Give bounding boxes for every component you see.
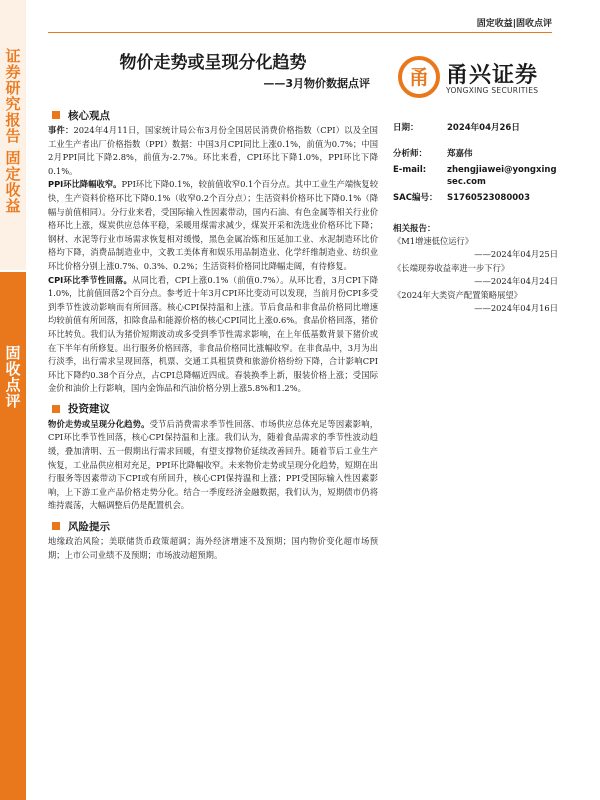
date-row: [393, 122, 558, 134]
sidebar-label-fixed-income: 固定收益: [5, 149, 21, 215]
header-category: 固定收益|固收点评: [476, 19, 552, 29]
logo-mark-char: 甬: [409, 65, 429, 89]
text-risk: 地缘政治风险；美联储货币政策超调；海外经济增速不及预期；国内物价变化超市场预期；上市公司业绩不及预期；市场波动超预期。: [48, 536, 378, 560]
report-subtitle: ——3月物价数据点评: [263, 77, 370, 90]
section-heading-risk: 风险提示: [48, 517, 378, 535]
info-panel: [393, 122, 558, 315]
date-value: 2024年04月26日: [447, 123, 520, 133]
sac-row: [393, 192, 558, 204]
square-bullet-icon: [52, 111, 60, 119]
square-bullet-icon: [52, 522, 60, 530]
sidebar-label-fi-commentary: 固收点评: [5, 344, 21, 410]
related-report-date: ——2024年04月25日: [474, 249, 558, 259]
date-label: 日期：: [393, 123, 419, 133]
paragraph-cpi: [48, 274, 378, 396]
related-report-title[interactable]: 《长端现券收益率进一步下行》: [393, 263, 510, 273]
label-cpi: CPI环比季节性回落。: [48, 274, 133, 285]
related-reports-heading: 相关报告：: [393, 224, 436, 234]
square-bullet-icon: [52, 405, 60, 413]
email-row: [393, 164, 558, 188]
related-report-title[interactable]: 《2024年大类资产配置策略展望》: [393, 290, 522, 300]
main-content: [48, 106, 378, 562]
analyst-row: [393, 148, 558, 160]
related-report-date: ——2024年04月16日: [474, 303, 558, 313]
paragraph-risk: [48, 535, 378, 562]
paragraph-advice: [48, 418, 378, 513]
text-advice: 受节后消费需求季节性回落、市场供应总体充足等因素影响，CPI环比季节性回落，核心CPI保持温和上涨。我们认为，随着食品需求的季节性波动趋缓，叠加清明、五一假期出行需求回暖，有望支撑物价延续改善回升。随着节后工业生产恢复，工业品供应相对充足，PPI环比降幅收窄。未来物价走势或呈现分化趋势，短期在出行服务等因素带动下CPI或有所回升，核心CPI保持温和上涨；PPI受国际输入性因素影响，上下游工业产品价格走势分化。结合一季度经济金融数据，我们认为，短期债市仍将维持震荡，大幅调整后仍是配置机会。: [48, 418, 378, 511]
section-heading-core: 核心观点: [48, 106, 378, 124]
paragraph-event: [48, 124, 378, 178]
email-label: E-mail:: [393, 165, 427, 175]
text-ppi: PPI环比下降0.1%，较前值收窄0.1个百分点。其中工业生产端恢复较快，生产资料价格环比下降0.1%（收窄0.2个百分点）；生活资料价格环比下降0.1%（降幅与前值相同）。分行业来看，受国际输入性因素带动，国内石油、有色金属等相关行业价格环比上涨，煤炭供应总体平稳，采暖用煤需求减少，煤炭开采和洗选业价格环比下降；钢材、水泥等行业市场需求恢复相对缓慢，黑色金属冶炼和压延加工业、水泥制造环比价格均下降，消费品制造业中，文教工美体育和娱乐用品制造业、化学纤维制造业、纺织业环比价格分别上涨0.7%、0.3%、0.2%；生活资料价格同比降幅走阔，有待修复。: [48, 179, 379, 271]
report-title: 物价走势或呈现分化趋势: [119, 53, 307, 73]
label-event: 事件：: [48, 125, 74, 135]
logo-english-name: YONGXING SECURITIES: [446, 86, 539, 95]
text-cpi: 从同比看，CPI上涨0.1%（前值0.7%）。从环比看，3月CPI下降1.0%，比前值回落2个百分点。参考近十年3月CPI环比变动可以发现，当前月份CPI多受到季节性波动影响而有所回落。核心CPI保持温和上涨。节后食品和非食品价格同比增速均较前值有所回落，扣除食品和能源价格的核心CPI同比上涨0.6%。食品价格回落，猪价环比转负。我们认为猪价短期波动或多受到季节性需求影响，在上年低基数背景下猪价或在下半年有所修复。出行服务价格回落，非食品价格同比涨幅收窄。在非食品中，3月为出行淡季，出行需求呈现回落，机票、交通工具租赁费和旅游价格纷纷下降，合计影响CPI环比下降约0.38个百分点，占CPI总降幅近四成。春装换季上新，服装价格上涨；受国际金价和油价上行影响，国内金饰品和汽油价格分别上涨5.8%和1.2%。: [48, 274, 378, 394]
label-advice: 物价走势或呈现分化趋势。: [48, 418, 150, 429]
logo-mark-icon: [398, 56, 440, 98]
label-ppi: PPI环比降幅收窄。: [48, 179, 122, 190]
analyst-value: 郑嘉伟: [447, 149, 473, 159]
company-logo: [398, 56, 558, 100]
paragraph-ppi: [48, 178, 378, 273]
email-value[interactable]: zhengjiawei@yongxingsec.com: [447, 165, 557, 187]
sac-label: SAC编号：: [393, 193, 438, 203]
section-heading-advice: 投资建议: [48, 400, 378, 418]
related-report-date: ——2024年04月24日: [474, 276, 558, 286]
sidebar-label-research-report: 证券研究报告: [5, 47, 21, 145]
related-report-title[interactable]: 《M1增速低位运行》: [393, 236, 474, 246]
analyst-label: 分析师：: [393, 149, 428, 159]
header-divider: [48, 32, 552, 33]
logo-chinese-name: 甬兴证券: [446, 63, 539, 88]
text-event: 2024年4月11日，国家统计局公布3月份全国居民消费价格指数（CPI）以及全国工业生产者出厂价格指数（PPI）数据：中国3月CPI同比上涨0.1%，前值为0.7%；中国2月PPI同比下降2.8%，前值为-2.7%。环比来看，CPI环比下降1.0%，PPI环比下降0.1%。: [48, 125, 378, 176]
related-reports-list: [393, 235, 558, 315]
sac-value: S1760523080003: [447, 193, 531, 203]
left-sidebar: [0, 0, 26, 800]
